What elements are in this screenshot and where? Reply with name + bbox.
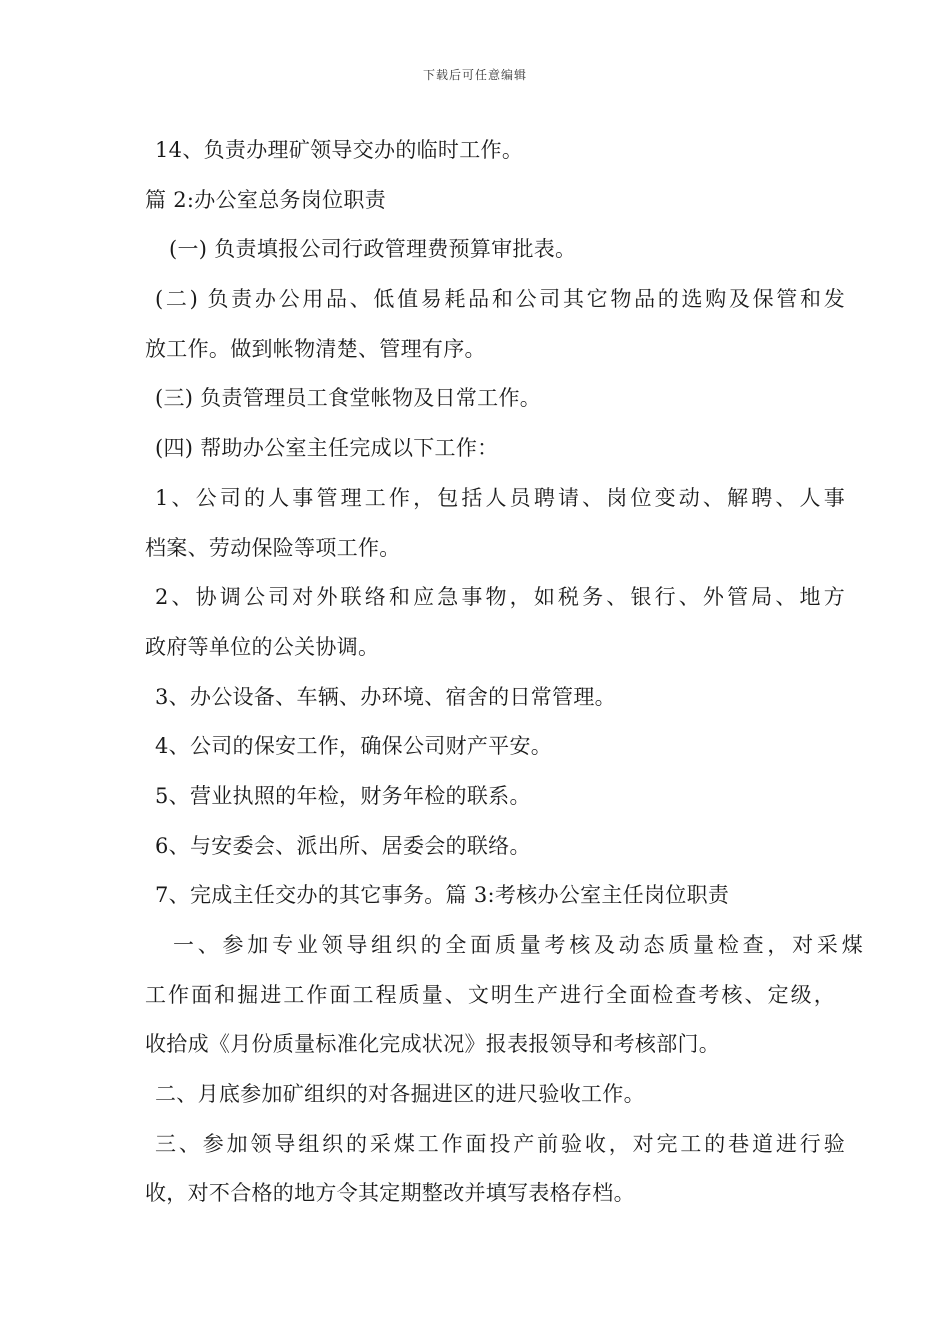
text-line: (四) 帮助办公室主任完成以下工作：	[155, 436, 499, 461]
text-line: 1、公司的人事管理工作，包括人员聘请、岗位变动、解聘、人事	[155, 485, 845, 510]
text-line: (一) 负责填报公司行政管理费预算审批表。	[169, 237, 577, 262]
text-line: 14、负责办理矿领导交办的临时工作。	[155, 138, 524, 162]
text-line: 档案、劳动保险等项工作。	[145, 535, 401, 560]
text-line: 二、月底参加矿组织的对各掘进区的进尺验收工作。	[155, 1082, 645, 1107]
text-line: 放工作。做到帐物清楚、管理有序。	[145, 336, 486, 361]
text-line: 6、与安委会、派出所、居委会的联络。	[155, 833, 531, 858]
text-line: 三、参加领导组织的采煤工作面投产前验收，对完工的巷道进行验	[155, 1131, 845, 1156]
text-line: (三) 负责管理员工食堂帐物及日常工作。	[155, 386, 542, 411]
section-heading: 篇 2:办公室总务岗位职责	[145, 187, 387, 212]
text-line: 2、协调公司对外联络和应急事物，如税务、银行、外管局、地方	[155, 585, 845, 610]
text-line: 收拾成《月份质量标准化完成状况》报表报领导和考核部门。	[145, 1032, 721, 1057]
text-line: 5、营业执照的年检，财务年检的联系。	[155, 783, 531, 808]
document-body	[145, 132, 863, 1225]
text-line: 4、公司的保安工作，确保公司财产平安。	[155, 734, 553, 759]
text-line: 3、办公设备、车辆、办环境、宿舍的日常管理。	[155, 684, 616, 709]
text-line: 工作面和掘进工作面工程质量、文明生产进行全面检查考核、定级，	[145, 982, 835, 1007]
text-line: 政府等单位的公关协调。	[145, 634, 380, 659]
page-header-note: 下载后可任意编辑	[422, 68, 527, 82]
text-line: 7、完成主任交办的其它事务。篇 3:考核办公室主任岗位职责	[155, 883, 730, 908]
text-line: 一、参加专业领导组织的全面质量考核及动态质量检查，对采煤	[173, 933, 863, 957]
text-line: (二) 负责办公用品、低值易耗品和公司其它物品的选购及保管和发	[155, 287, 845, 312]
text-line: 收，对不合格的地方令其定期整改并填写表格存档。	[145, 1181, 635, 1206]
